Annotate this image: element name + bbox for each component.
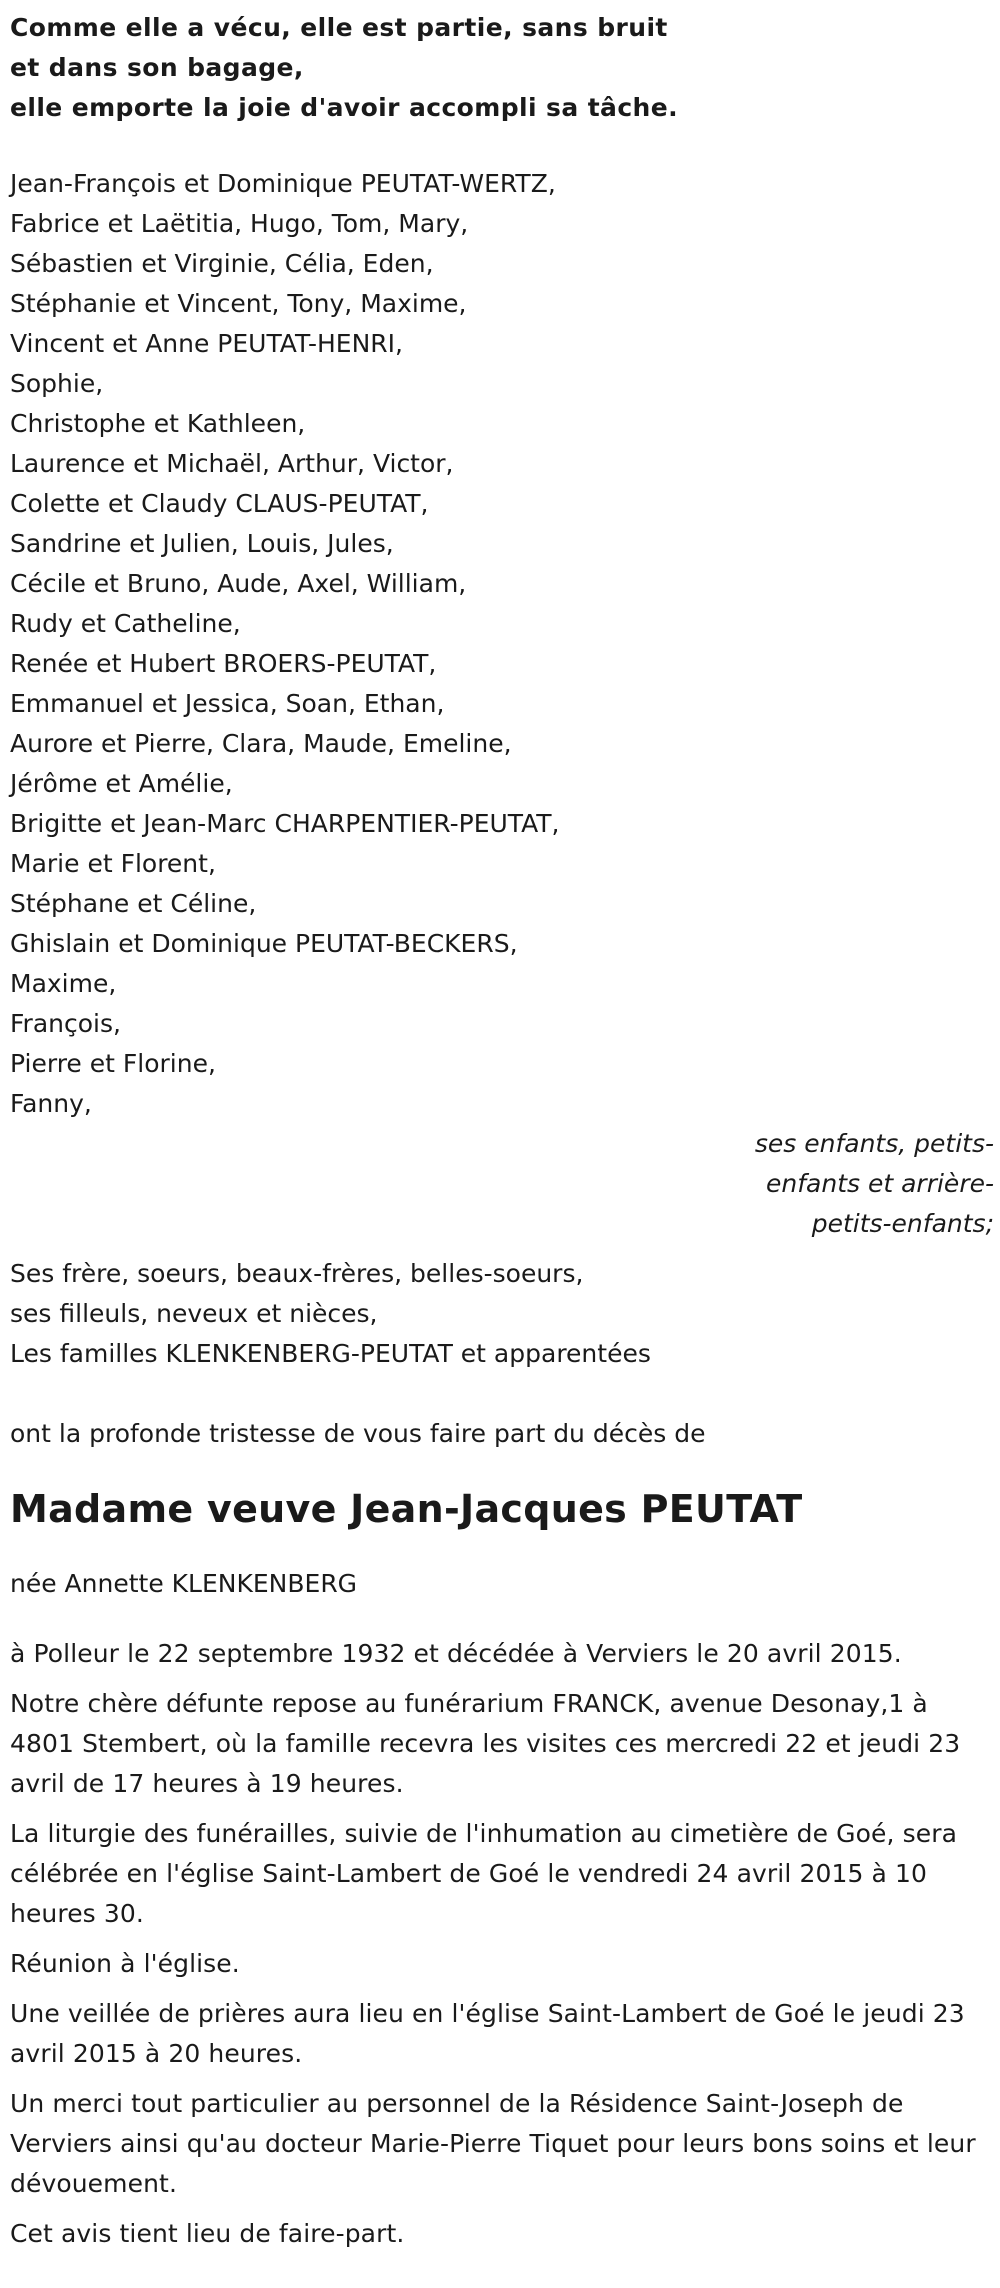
family-member-line: Marie et Florent, — [10, 849, 216, 878]
family-member-line: Jérôme et Amélie, — [10, 769, 233, 798]
relation-line: ses enfants, petits- — [754, 1129, 994, 1158]
family-member-line: Sandrine et Julien, Louis, Jules, — [10, 529, 394, 558]
thanks-text: Un merci tout particulier au personnel de la Résidence Saint-Joseph de Verviers ainsi qu'au docteur Marie-Pierre Tiquet pour leurs bons soins et leur dévouement. — [10, 2089, 976, 2198]
family-member-line: Christophe et Kathleen, — [10, 409, 306, 438]
extended-family-line: ses filleuls, neveux et nièces, — [10, 1299, 378, 1328]
family-member-line: Jean-François et Dominique PEUTAT-WERTZ, — [10, 169, 556, 198]
funeral-service-info: La liturgie des funérailles, suivie de l'inhumation au cimetière de Goé, sera célébrée en l'église Saint-Lambert de Goé le vendredi 24 avril 2015 à 10 heures 30. — [10, 1819, 957, 1928]
family-member-line: Rudy et Catheline, — [10, 609, 241, 638]
relation-line: petits-enfants; — [811, 1209, 994, 1238]
family-member-line: Vincent et Anne PEUTAT-HENRI, — [10, 329, 403, 358]
family-member-line: Laurence et Michaël, Arthur, Victor, — [10, 449, 454, 478]
obituary-notice — [10, 8, 992, 2264]
family-member-line: Maxime, — [10, 969, 117, 998]
extended-family-line: Les familles KLENKENBERG-PEUTAT et apparentées — [10, 1339, 651, 1368]
funeral-home-info: Notre chère défunte repose au funérarium FRANCK, avenue Desonay,1 à 4801 Stembert, où la famille recevra les visites ces mercredi 22 et jeudi 23 avril de 17 heures à 19 heures. — [10, 1689, 961, 1798]
extended-family — [10, 1254, 992, 1374]
family-member-line: Fabrice et Laëtitia, Hugo, Tom, Mary, — [10, 209, 469, 238]
family-member-line: Sébastien et Virginie, Célia, Eden, — [10, 249, 434, 278]
deceased-name: Madame veuve Jean-Jacques PEUTAT — [10, 1487, 803, 1531]
family-list — [10, 164, 992, 1124]
relation-line: enfants et arrière- — [766, 1169, 994, 1198]
birth-death-dates: à Polleur le 22 septembre 1932 et décédée à Verviers le 20 avril 2015. — [10, 1639, 902, 1668]
family-member-line: Fanny, — [10, 1089, 92, 1118]
extended-family-line: Ses frère, soeurs, beaux-frères, belles-soeurs, — [10, 1259, 584, 1288]
family-member-line: Sophie, — [10, 369, 104, 398]
family-member-line: Renée et Hubert BROERS-PEUTAT, — [10, 649, 437, 678]
vigil-info: Une veillée de prières aura lieu en l'église Saint-Lambert de Goé le jeudi 23 avril 2015 à 20 heures. — [10, 1999, 965, 2068]
poem-line: elle emporte la joie d'avoir accompli sa tâche. — [10, 93, 678, 122]
notice-details — [10, 1634, 992, 2254]
poem-line: Comme elle a vécu, elle est partie, sans bruit — [10, 13, 668, 42]
maiden-name: née Annette KLENKENBERG — [10, 1569, 358, 1598]
relation-label — [10, 1124, 994, 1244]
announcement-text: ont la profonde tristesse de vous faire part du décès de — [10, 1419, 706, 1448]
family-member-line: Ghislain et Dominique PEUTAT-BECKERS, — [10, 929, 518, 958]
family-member-line: François, — [10, 1009, 121, 1038]
family-member-line: Emmanuel et Jessica, Soan, Ethan, — [10, 689, 445, 718]
family-member-line: Aurore et Pierre, Clara, Maude, Emeline, — [10, 729, 512, 758]
family-member-line: Stéphane et Céline, — [10, 889, 257, 918]
family-member-line: Pierre et Florine, — [10, 1049, 216, 1078]
family-member-line: Cécile et Bruno, Aude, Axel, William, — [10, 569, 467, 598]
opening-poem — [10, 8, 992, 128]
family-member-line: Colette et Claudy CLAUS-PEUTAT, — [10, 489, 429, 518]
gathering-info: Réunion à l'église. — [10, 1949, 240, 1978]
poem-line: et dans son bagage, — [10, 53, 304, 82]
family-member-line: Brigitte et Jean-Marc CHARPENTIER-PEUTAT, — [10, 809, 560, 838]
family-member-line: Stéphanie et Vincent, Tony, Maxime, — [10, 289, 467, 318]
closing-note: Cet avis tient lieu de faire-part. — [10, 2219, 405, 2248]
